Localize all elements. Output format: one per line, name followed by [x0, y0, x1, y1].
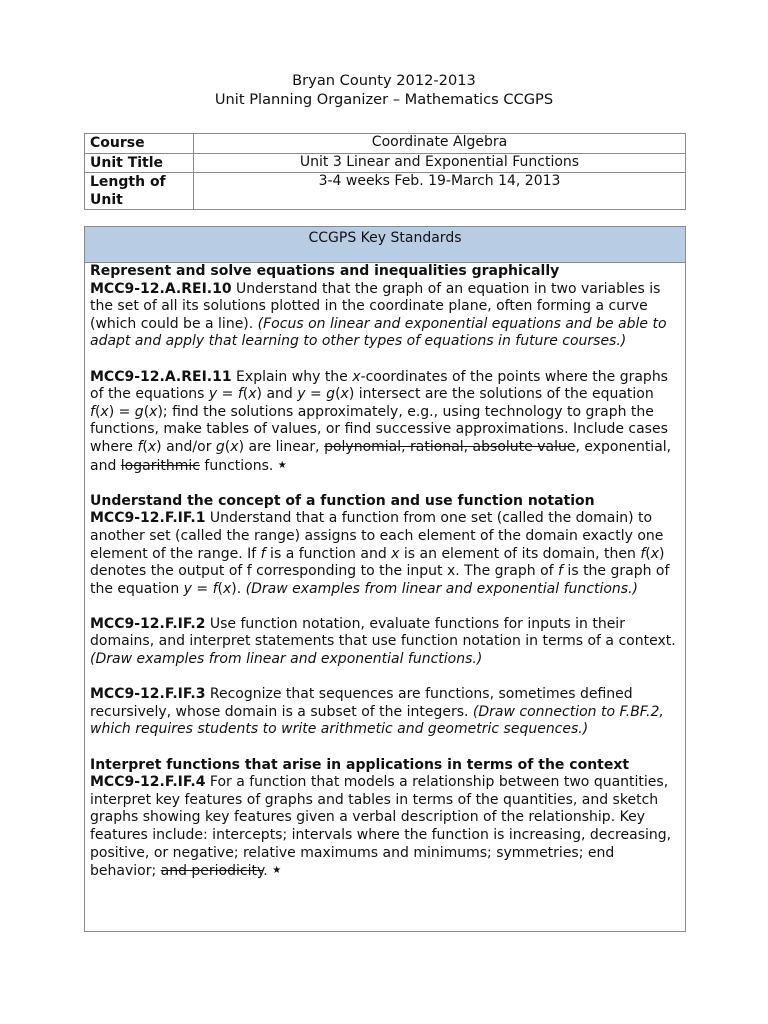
- math-var: x: [248, 386, 257, 403]
- standard-text: (: [335, 386, 341, 403]
- standard-if2: [90, 616, 680, 669]
- math-var: y: [183, 580, 192, 597]
- standard-text: =: [191, 580, 213, 597]
- math-var: f: [558, 563, 563, 580]
- math-var: y: [208, 386, 218, 403]
- standard-text: -coordinates of the points where the graphs of the equations: [90, 368, 668, 403]
- standard-text: ); find the solutions approximately, e.g., using technology to graph the functions, make tables of values, or find successive approximations. Include cases where: [90, 403, 668, 455]
- standard-text: functions.: [199, 457, 278, 474]
- standard-text: ) intersect are the solutions of the equation: [348, 386, 654, 403]
- standard-text: (: [94, 403, 101, 420]
- standard-text: ) =: [108, 403, 135, 420]
- standard-note: (Draw examples from linear and exponential functions.): [245, 580, 638, 597]
- math-var: f: [137, 438, 143, 455]
- length-row: [85, 173, 686, 210]
- header-title: Bryan County 2012-2013: [292, 72, 476, 89]
- star-icon: ★: [277, 459, 287, 471]
- standard-text: is a function and: [265, 545, 392, 562]
- standard-text: (: [224, 438, 231, 455]
- key-standards-box: [84, 226, 686, 932]
- struck-text: polynomial, rational, absolute value: [324, 438, 576, 455]
- standard-text: =: [217, 386, 238, 403]
- standard-text: (: [142, 438, 148, 455]
- unit-title-label: Unit Title: [85, 153, 194, 173]
- standard-text: (: [217, 580, 223, 597]
- math-var: g: [134, 403, 144, 420]
- math-var: f: [90, 403, 95, 420]
- standard-note: (Draw examples from linear and exponential functions.): [90, 651, 483, 668]
- standard-text: Understand that the graph of an equation in two variables is the set of all its solutions plotted in the coordinate plane, often forming a curve (which could be a line).: [90, 280, 661, 332]
- standard-text: Understand that a function from one set (called the domain) to another set (called the range) assigns to each element of the domain exactly one element of the range. If: [90, 510, 664, 562]
- math-var: y: [297, 386, 306, 403]
- math-var: x: [223, 580, 232, 597]
- unit-info-table: [84, 133, 686, 210]
- struck-text: and periodicity: [160, 863, 264, 880]
- length-value: 3-4 weeks Feb. 19-March 14, 2013: [194, 173, 686, 210]
- math-var: x: [340, 386, 349, 403]
- math-var: x: [100, 403, 109, 420]
- standard-text: ) and: [256, 386, 298, 403]
- math-var: x: [650, 545, 660, 562]
- standard-text: Explain why the: [231, 368, 353, 385]
- standard-text: ).: [231, 580, 246, 597]
- math-var: f: [260, 545, 266, 562]
- standard-note: (Focus on linear and exponential equations and be able to adapt and apply that learning to other types of equations in future courses.): [90, 315, 667, 350]
- standard-if1: [90, 510, 680, 598]
- topic-heading-equations: Represent and solve equations and inequalities graphically: [90, 263, 560, 279]
- standard-text: .: [263, 863, 273, 880]
- standard-code: MCC9-12.F.IF.1: [90, 510, 206, 527]
- standard-text: is the graph of the equation: [90, 563, 670, 597]
- standard-text: ) are linear,: [238, 438, 325, 455]
- standard-text: (: [143, 403, 150, 420]
- standard-text: ) and/or: [156, 438, 216, 455]
- math-var: f: [640, 545, 646, 562]
- standard-code: MCC9-12.A.REI.10: [90, 280, 232, 297]
- standard-code: MCC9-12.F.IF.3: [90, 686, 206, 703]
- course-row: [85, 134, 686, 154]
- course-value: Coordinate Algebra: [194, 134, 686, 154]
- key-standards-heading: CCGPS Key Standards: [85, 227, 685, 263]
- standard-note: (Draw connection to F.BF.2, which requires students to write arithmetic and geometric sequences.): [90, 703, 664, 738]
- math-var: x: [147, 438, 157, 455]
- standard-rei10: [90, 281, 680, 351]
- unit-title-value: Unit 3 Linear and Exponential Functions: [194, 153, 686, 173]
- math-var: f: [212, 580, 218, 597]
- standard-text: ) denotes the output of f corresponding to the input x. The graph of: [90, 545, 665, 580]
- struck-text: logarithmic: [120, 457, 200, 474]
- topic-heading-interpret: Interpret functions that arise in applications in terms of the context: [90, 756, 630, 773]
- math-var: g: [215, 438, 225, 455]
- math-var: x: [230, 438, 239, 455]
- standard-if3: [90, 686, 680, 739]
- standard-text: (: [645, 545, 651, 562]
- standard-if4: [90, 774, 680, 881]
- standard-text: Recognize that sequences are functions, sometimes defined recursively, whose domain is a subset of the integers.: [90, 686, 633, 720]
- length-label: Length of Unit: [85, 173, 194, 210]
- unit-title-row: [85, 153, 686, 173]
- standard-rei11: [90, 369, 680, 476]
- key-standards-body: [85, 263, 685, 881]
- document-header: [0, 71, 768, 109]
- header-subtitle: Unit Planning Organizer – Mathematics CCGPS: [214, 91, 554, 108]
- standard-code: MCC9-12.F.IF.2: [90, 615, 206, 632]
- math-var: x: [352, 368, 361, 385]
- standard-text: is an element of its domain, then: [399, 545, 641, 562]
- topic-heading-functions: Understand the concept of a function and use function notation: [90, 492, 595, 509]
- math-var: f: [237, 386, 243, 403]
- math-var: x: [391, 545, 400, 562]
- standard-text: For a function that models a relationship between two quantities, interpret key features of graphs and tables in terms of the quantities, and sketch graphs showing key features given a verbal description of the relationship. Key features include: intercepts; intervals where the function is increasing, decreasing, positive, or negative; relative maximums and minimums; symmetries; end behavior;: [90, 774, 672, 880]
- standard-code: MCC9-12.A.REI.11: [90, 368, 232, 385]
- standard-code: MCC9-12.F.IF.4: [90, 774, 206, 791]
- star-icon: ★: [272, 865, 282, 877]
- math-var: x: [149, 403, 158, 420]
- standard-text: (: [242, 386, 249, 403]
- standard-text: Use function notation, evaluate functions for inputs in their domains, and interpret statements that use function notation in terms of a context.: [90, 615, 676, 650]
- math-var: g: [326, 386, 336, 403]
- course-label: Course: [85, 134, 194, 154]
- standard-text: , exponential, and: [90, 438, 672, 474]
- standard-text: =: [305, 386, 327, 403]
